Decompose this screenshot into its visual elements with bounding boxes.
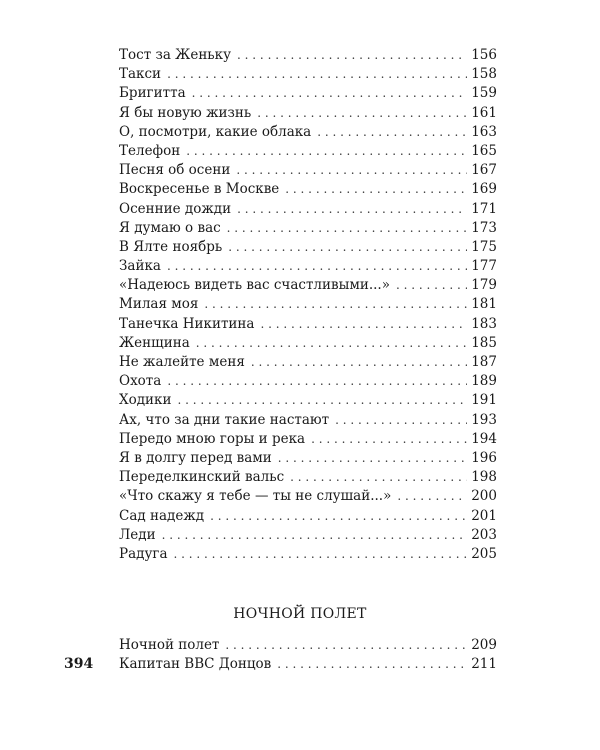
toc-entry-page: 193 [471,411,497,428]
toc-entry-page: 201 [471,507,497,524]
toc-entry-title: «Что скажу я тебе — ты не слушай...» [119,488,392,505]
dot-leader [167,65,467,84]
toc-entry [119,315,497,334]
dot-leader [257,104,467,123]
toc-entry-page: 198 [471,469,497,486]
dot-leader [396,276,467,295]
toc-entry-page: 179 [471,277,497,294]
dot-leader [228,238,467,257]
toc-entry [119,507,497,526]
toc-entry-title: Передо мною горы и река [119,430,306,447]
toc-entry-title: Я бы новую жизнь [119,104,252,121]
dot-leader [317,123,467,142]
dot-leader [177,391,467,410]
toc-entry-title: Я думаю о вас [119,219,221,236]
toc-entry-page: 181 [471,296,497,313]
toc-entry [119,372,497,391]
section-heading: НОЧНОЙ ПОЛЕТ [233,606,367,622]
toc-entry-page: 156 [471,47,497,63]
toc-entry [119,180,497,199]
toc-entry-title: Капитан ВВС Донцов [119,656,272,673]
toc-entry [119,411,497,430]
toc-entry-title: Ах, что за дни такие настают [119,411,330,428]
dot-leader [277,655,467,674]
toc-entry-title: Воскресенье в Москве [119,181,280,198]
toc-entry [119,468,497,487]
toc-entry-page: 191 [471,392,497,409]
toc-entry-page: 161 [471,104,497,121]
toc-entry-page: 209 [471,637,497,653]
toc-entry-page: 185 [471,334,497,351]
toc-entry-title: Сад надежд [119,507,205,524]
toc-entry [119,295,497,314]
toc-entry [119,353,497,372]
toc-entry-title: Радуга [119,545,168,562]
dot-leader [192,84,468,103]
toc-entry-page: 171 [471,200,497,217]
dot-leader [311,430,467,449]
dot-leader [225,636,467,655]
toc-entry-title: Телефон [119,142,181,159]
toc-entry-title: Ночной полет [119,637,220,653]
dot-leader [227,219,468,238]
toc-entry [119,65,497,84]
dot-leader [237,46,467,65]
toc-entry-page: 200 [471,488,497,505]
table-of-contents [119,46,497,564]
toc-entry-title: Осенние дожди [119,200,232,217]
dot-leader [237,200,467,219]
dot-leader [162,526,468,545]
toc-entry [119,104,497,123]
dot-leader [236,161,467,180]
dot-leader [397,487,467,506]
toc-entry [119,219,497,238]
toc-entry [119,142,497,161]
toc-entry-page: 194 [471,430,497,447]
dot-leader [260,315,467,334]
toc-entry [119,636,497,655]
toc-entry-title: Милая моя [119,296,199,313]
toc-entry [119,655,497,674]
toc-entry-page: 187 [471,354,497,370]
dot-leader [278,449,467,468]
toc-entry-title: Леди [119,526,156,543]
toc-entry-page: 169 [471,181,497,198]
toc-entry [119,391,497,410]
toc-entry-title: «Надеюсь видеть вас счастливыми...» [119,277,390,294]
dot-leader [167,372,467,391]
toc-entry [119,257,497,276]
page-number: 394 [64,656,94,672]
toc-entry-page: 189 [471,373,497,390]
toc-entry-page: 175 [471,238,497,255]
toc-entry-page: 158 [471,66,497,83]
toc-entry-page: 159 [471,85,497,102]
toc-entry [119,526,497,545]
dot-leader [290,468,467,487]
toc-entry [119,334,497,353]
toc-entry-title: Такси [119,66,162,83]
toc-entry-page: 163 [471,123,497,140]
toc-entry-title: Переделкинский вальс [119,469,285,486]
toc-entry-page: 177 [471,258,497,275]
toc-entry [119,449,497,468]
toc-entry [119,200,497,219]
dot-leader [167,257,467,276]
toc-entry-page: 203 [471,526,497,543]
toc-entry-title: Тост за Женьку [119,47,232,63]
toc-entry-page: 183 [471,315,497,332]
toc-entry-page: 205 [471,545,497,562]
dot-leader [186,142,467,161]
toc-entry-page: 167 [471,162,497,179]
dot-leader [251,353,467,372]
dot-leader [204,295,467,314]
toc-entry-page: 196 [471,449,497,466]
toc-entry [119,46,497,65]
toc-entry-title: Песня об осени [119,162,231,179]
toc-entry-page: 165 [471,142,497,159]
dot-leader [285,180,467,199]
toc-entry [119,545,497,564]
toc-entry-title: Ходики [119,392,172,409]
toc-entry-title: Бригитта [119,85,186,102]
toc-entry [119,238,497,257]
toc-entry-title: Не жалейте меня [119,354,245,370]
dot-leader [210,507,467,526]
toc-entry-title: Я в долгу перед вами [119,449,272,466]
toc-entry-title: Зайка [119,258,161,275]
dot-leader [335,411,467,430]
toc-entry-page: 173 [471,219,497,236]
toc-entry-title: О, посмотри, какие облака [119,123,312,140]
toc-entry-title: Женщина [119,334,190,351]
toc-entry [119,487,497,506]
toc-entry [119,276,497,295]
section-toc [119,636,497,674]
toc-entry-title: Охота [119,373,162,390]
toc-entry-page: 211 [471,656,497,673]
dot-leader [174,545,468,564]
dot-leader [196,334,467,353]
toc-entry [119,430,497,449]
toc-entry [119,84,497,103]
toc-entry [119,161,497,180]
toc-entry-title: В Ялте ноябрь [119,238,223,255]
toc-entry-title: Танечка Никитина [119,315,255,332]
toc-entry [119,123,497,142]
